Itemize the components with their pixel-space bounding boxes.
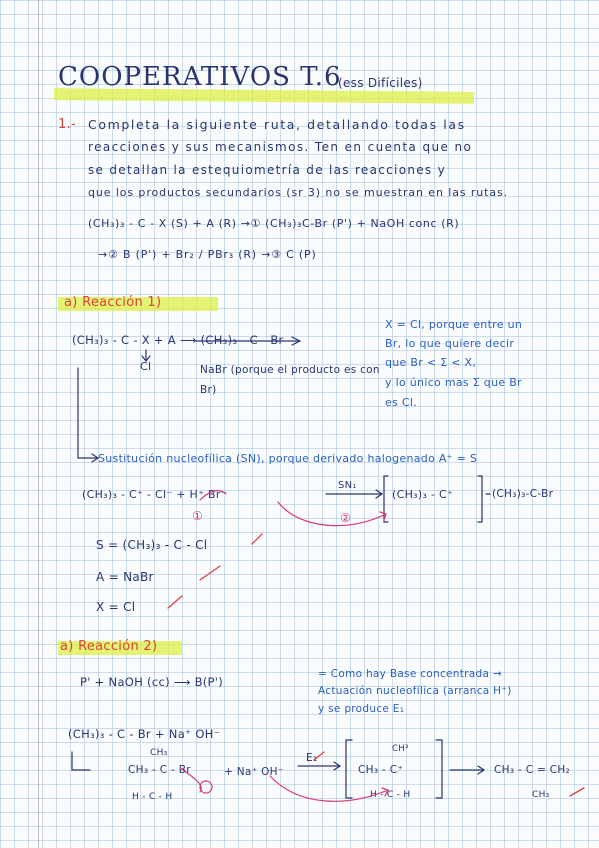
note2-line-3: y se produce E₁ [318, 703, 405, 715]
note-line-4: y lo único mas Σ que Br [385, 376, 522, 389]
statement-line-4: que los productos secundarios (sr 3) no se muestran en las rutas. [88, 186, 509, 199]
reaction-2-equation: P' + NaOH (cc) ⟶ B(P') [80, 675, 224, 689]
bracket-left-1 [384, 476, 388, 522]
l-arrow-2 [72, 752, 90, 770]
note2-line-1: = Como hay Base concentrada → [318, 668, 502, 680]
route-line-1: (CH₃)₃ - C - X (S) + A (R) →① (CH₃)₃C-Br (P') + NaOH conc (R) [88, 217, 460, 230]
carbocation-2: CH₃ - C⁺ [358, 764, 404, 776]
check-2 [200, 566, 220, 580]
note-line-5: es Cl. [385, 396, 418, 409]
bracket-right-2 [436, 740, 442, 798]
step-2-mark: ② [340, 511, 352, 525]
mech2-ch3-top: CH₃ [150, 748, 168, 758]
mechanism-1-reactants: (CH₃)₃ - C⁺ - Cl⁻ + H⁺ Br⁻ [82, 488, 227, 501]
bracket-left-2 [346, 740, 352, 798]
bracket-arrow [78, 368, 98, 458]
mech2-substrate: CH₃ - C - Br [128, 764, 191, 776]
statement-line-1: Completa la siguiente ruta, detallando todas las [88, 117, 466, 132]
section-2-heading: a) Reacción 2) [60, 639, 158, 654]
page-title: COOPERATIVOS T.6 [58, 62, 342, 92]
exercise-number: 1.- [58, 117, 76, 132]
section-1-heading: a) Reacción 1) [64, 295, 162, 310]
check-1 [252, 534, 262, 544]
answer-s: S = (CH₃)₃ - C - Cl [96, 538, 208, 552]
title-note: (ess Difíciles) [338, 76, 423, 90]
nabr-note: NaBr (porque el producto es con Br) [200, 364, 380, 396]
sn1-label: SN₁ [338, 480, 357, 491]
final-alkene: CH₃ - C = CH₂ [494, 764, 571, 776]
chlorine-mark: Cl [140, 360, 152, 373]
sn-explanation: Sustitución nucleofílica (SN), porque derivado halogenado A⁺ = S [98, 452, 478, 465]
bracket-right-1 [478, 476, 482, 522]
route-line-2: →② B (P') + Br₂ / PBr₃ (R) →③ C (P) [98, 248, 317, 261]
note2-line-2: Actuación nucleofílica (arranca H⁺) [318, 685, 512, 697]
reaction-1-equation: (CH₃)₃ - C - X + A ⟶ (CH₃)₃ - C - Br [72, 333, 284, 347]
note-line-2: Br, lo que quiere decir [385, 337, 515, 350]
step-1-mark: ① [192, 509, 204, 523]
mechanism-2-reactants: (CH₃)₃ - C - Br + Na⁺ OH⁻ [68, 727, 221, 741]
carbocation-1: (CH₃)₃ - C⁺ [392, 488, 454, 501]
note-line-1: X = Cl, porque entre un [385, 318, 523, 331]
mech2-h-fragment: H - C - H [132, 792, 173, 802]
answer-a: A = NaBr [96, 570, 154, 584]
product-1: (CH₃)₃-C-Br [492, 488, 554, 500]
answer-x: X = Cl [96, 600, 136, 614]
statement-line-3: se detallan la estequiometría de las reacciones y [88, 163, 446, 177]
margin-line [38, 0, 39, 848]
statement-line-2: reacciones y sus mecanismos. Ten en cuenta que no [88, 140, 473, 154]
final-alkene-ch3: CH₃ [532, 790, 550, 800]
curved-arrow-1 [278, 502, 386, 526]
e1-label: E₁ [306, 752, 318, 764]
carbocation-2-top: CH³ [392, 744, 409, 754]
check-3 [168, 596, 182, 608]
check-5 [570, 788, 584, 796]
mech2-base: + Na⁺ OH⁻ [224, 766, 284, 778]
note-line-3: que Br < Σ < X, [385, 356, 477, 369]
carbocation-2-bottom: H - C - H [370, 790, 411, 800]
